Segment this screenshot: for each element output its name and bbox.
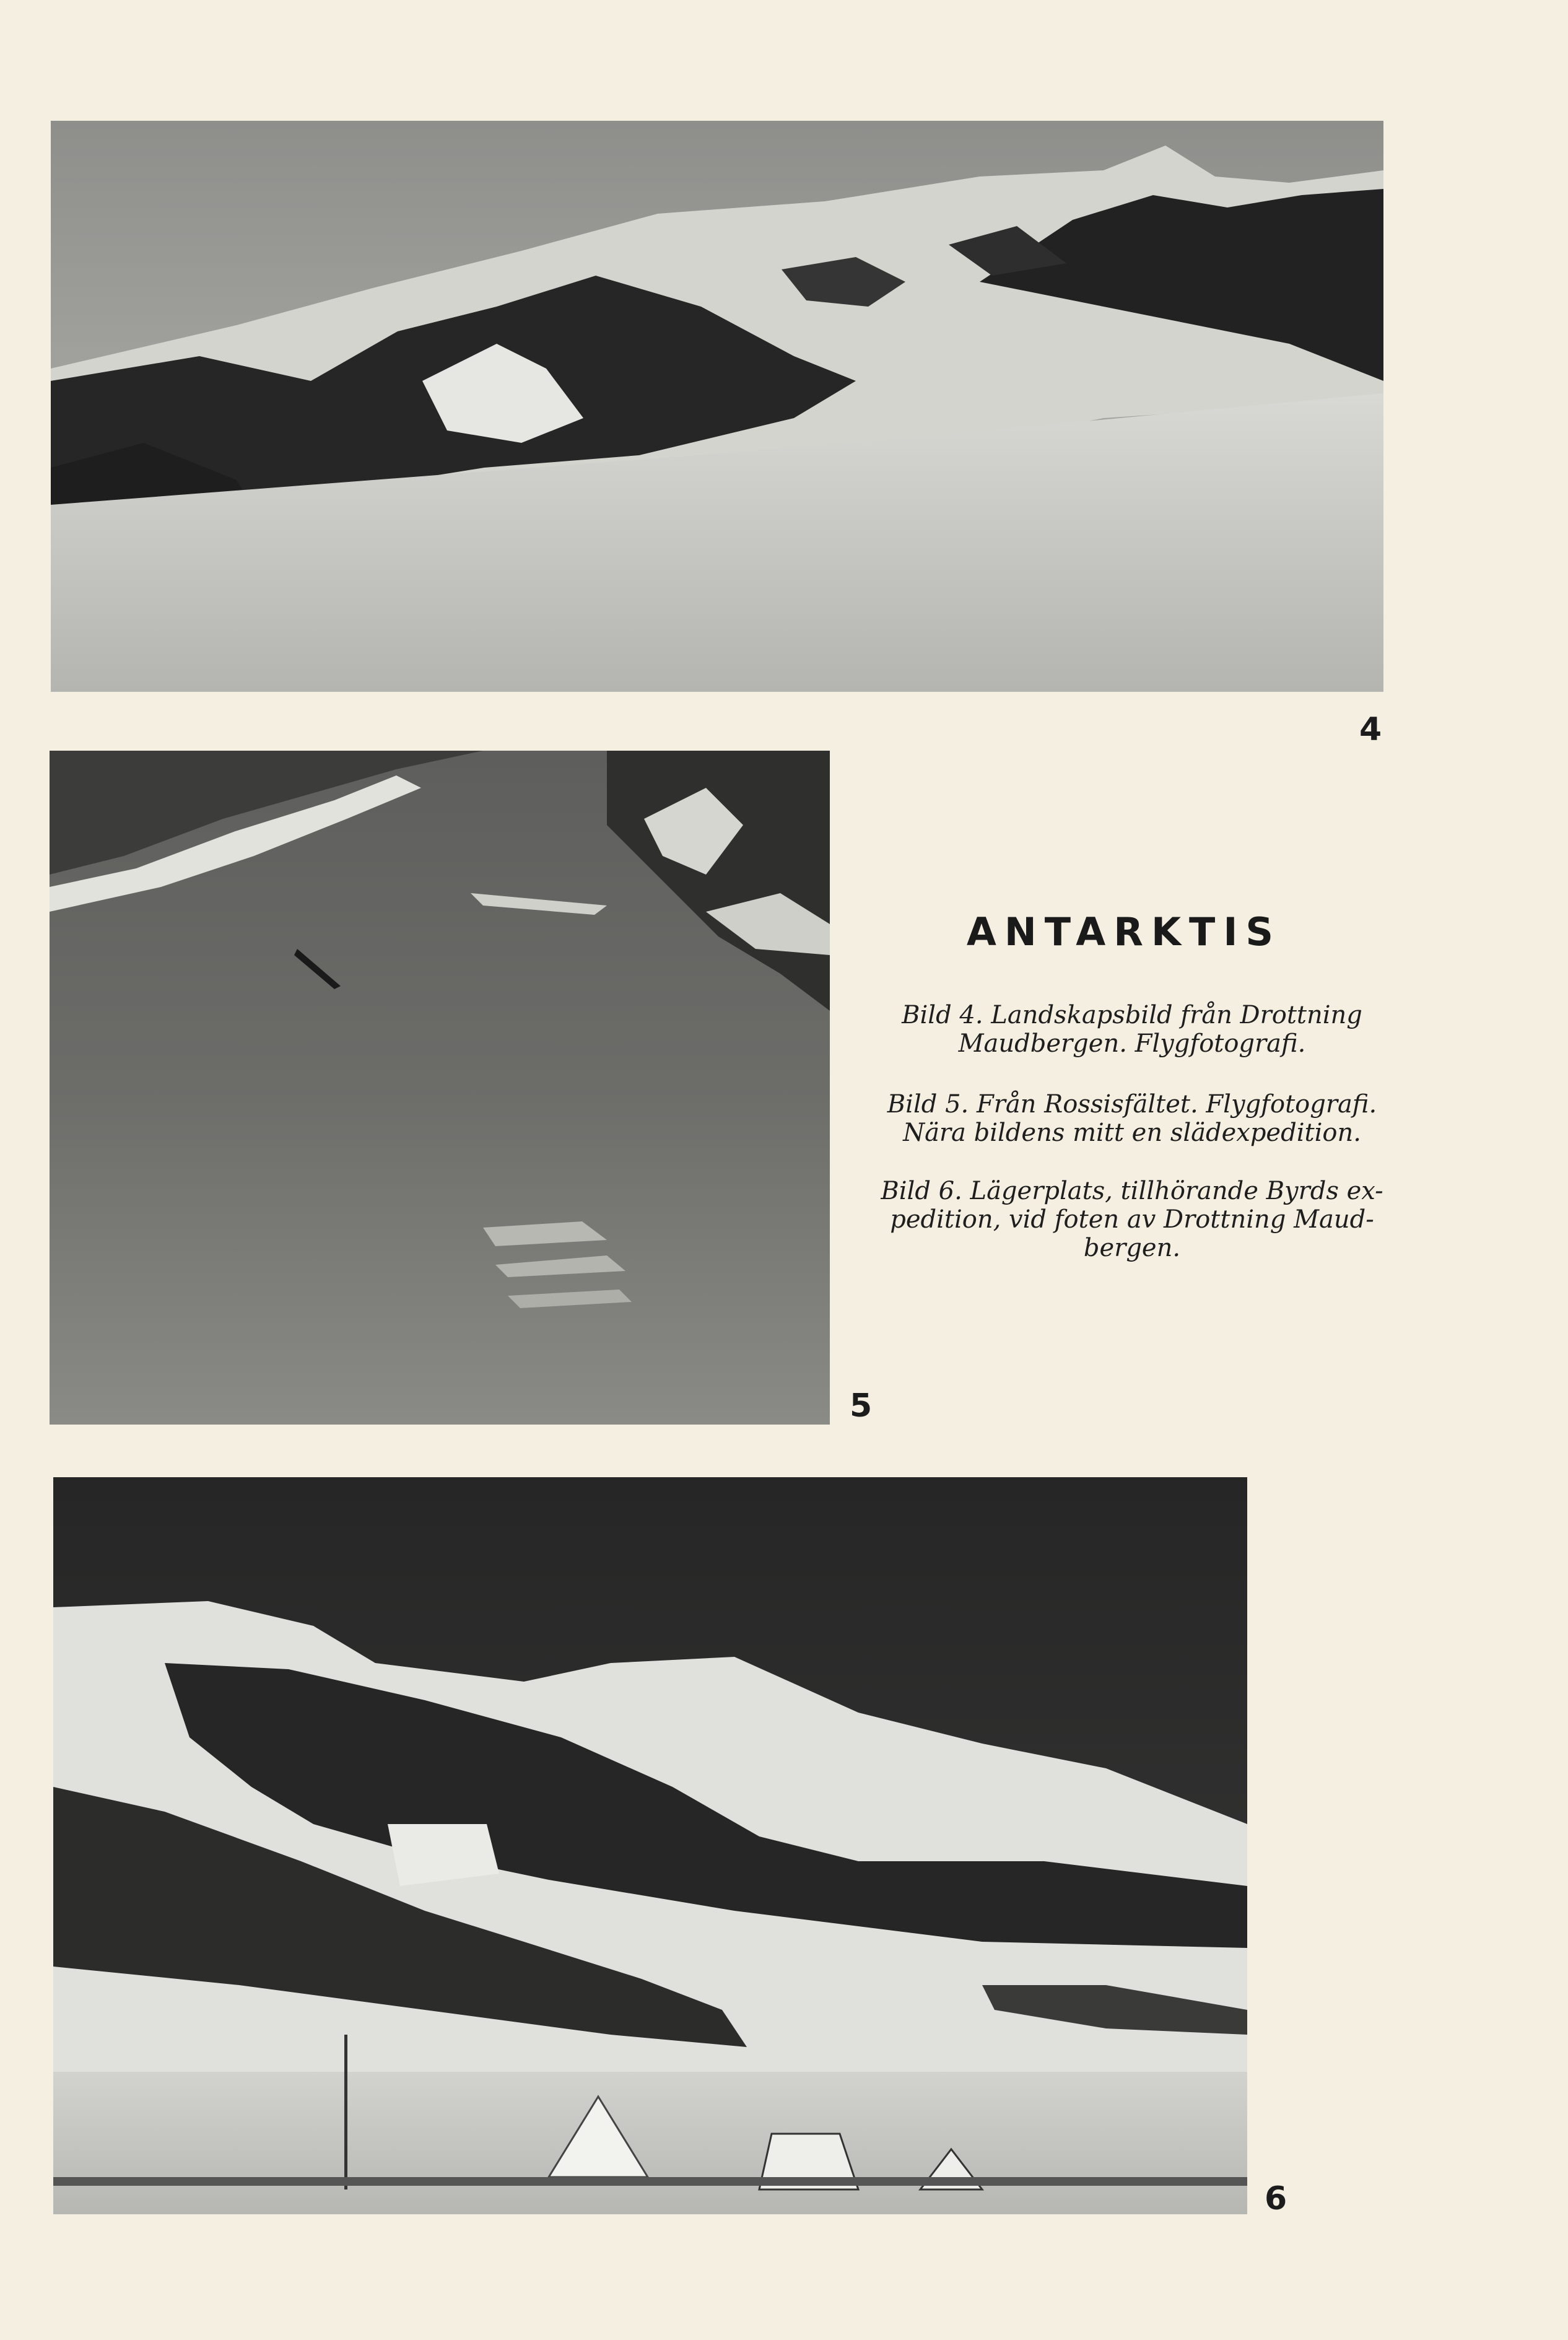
plate-number-4: 4	[1359, 711, 1382, 748]
photo-ross-ice-shelf	[50, 751, 830, 1425]
photo-landscape-maudbergen	[51, 121, 1383, 692]
caption-line: Bild 6. Lägerplats, tillhörande Byrds ex-	[881, 1177, 1383, 1205]
caption-line: pedition, vid foten av Drottning Maud-	[890, 1205, 1374, 1234]
photo-4-image	[51, 121, 1383, 692]
caption-bild-5	[866, 1090, 1398, 1147]
caption-line: Bild 4. Landskapsbild från Drottning	[902, 1001, 1362, 1029]
caption-bild-4	[866, 1001, 1398, 1058]
caption-line: Nära bildens mitt en slädexpedition.	[903, 1119, 1361, 1147]
plate-number-6: 6	[1265, 2180, 1287, 2217]
caption-line: Maudbergen. Flygfotografi.	[958, 1029, 1306, 1058]
caption-line: Bild 5. Från Rossisfältet. Flygfotografi.	[887, 1090, 1377, 1119]
photo-5-image	[50, 751, 830, 1425]
caption-bild-6	[866, 1177, 1398, 1262]
page-title: ANTARKTIS	[966, 909, 1282, 954]
plate-number-5: 5	[850, 1387, 873, 1425]
caption-line: bergen.	[1083, 1234, 1181, 1262]
photo-camp-site	[53, 1477, 1247, 2214]
photo-6-image	[53, 1477, 1247, 2214]
